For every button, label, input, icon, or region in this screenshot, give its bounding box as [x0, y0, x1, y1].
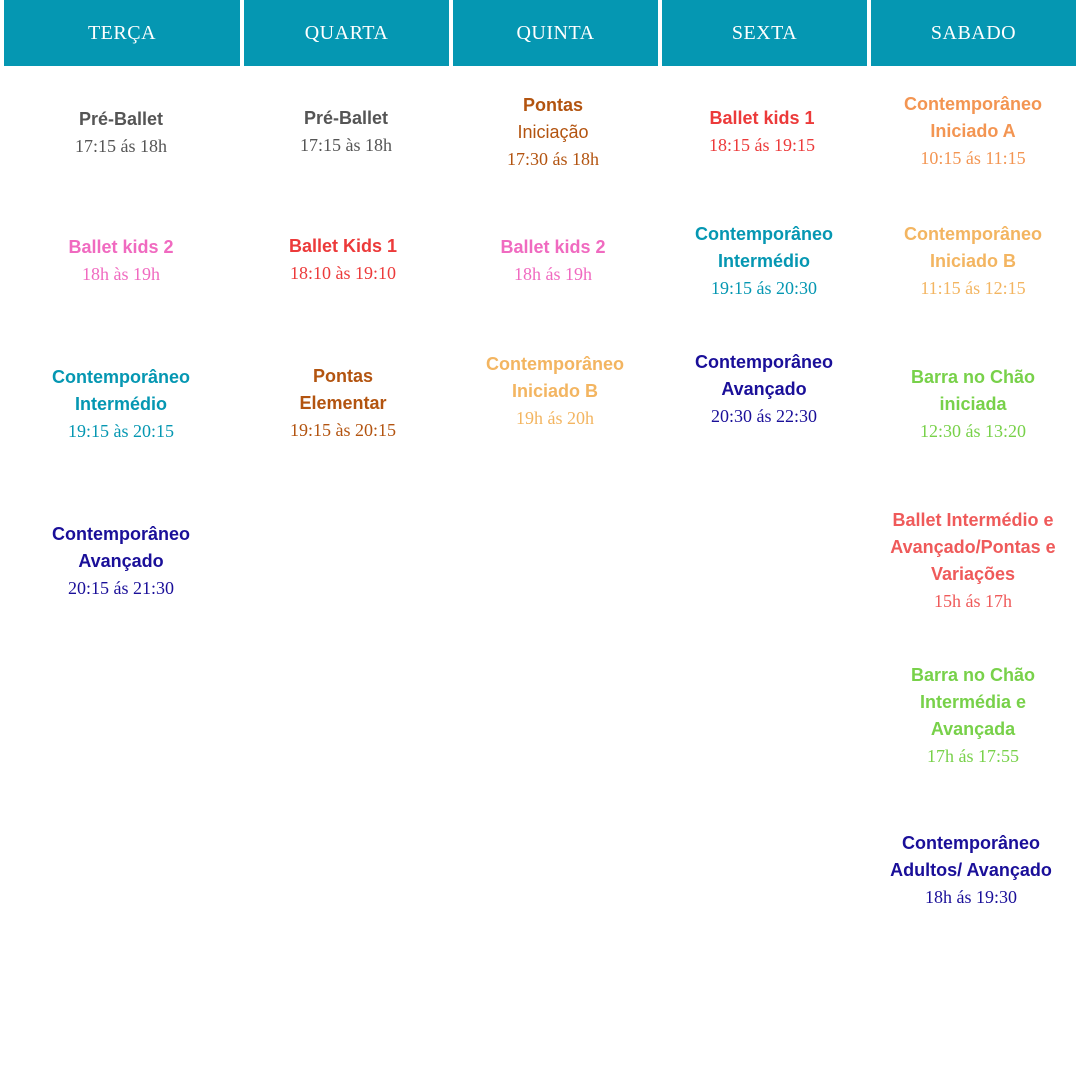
- class-entry: [873, 221, 1073, 302]
- class-name: Pré-Ballet: [78, 109, 164, 129]
- class-time: 18h ás 19:30: [925, 887, 1017, 907]
- day-header-sabado: SABADO: [871, 0, 1076, 66]
- class-time: 11:15 ás 12:15: [920, 278, 1026, 298]
- class-name: Contemporâneo Intermédio: [694, 224, 833, 271]
- class-name: Pontas Elementar: [299, 366, 387, 413]
- class-time: 19:15 às 20:15: [290, 420, 396, 440]
- class-name: Ballet kids 1: [709, 108, 815, 128]
- class-time: 19:15 às 20:15: [68, 421, 174, 441]
- class-entry: [873, 91, 1073, 172]
- class-entry: [873, 507, 1073, 615]
- class-entry: [662, 105, 862, 159]
- class-entry: [21, 234, 221, 288]
- class-name: Ballet Intermédio e Avançado/Pontas e Variações: [890, 510, 1056, 584]
- day-header-quarta: QUARTA: [244, 0, 449, 66]
- class-time: 15h ás 17h: [934, 591, 1012, 611]
- class-name: Contemporâneo Adultos/ Avançado: [890, 833, 1052, 880]
- class-time: 17:30 ás 18h: [507, 149, 599, 169]
- class-name: Ballet kids 2: [68, 237, 174, 257]
- class-name: Pré-Ballet: [303, 108, 389, 128]
- class-entry: [873, 364, 1073, 445]
- day-header-terca: TERÇA: [4, 0, 240, 66]
- class-entry: [243, 363, 443, 444]
- class-entry: [873, 662, 1073, 770]
- day-header-quinta: QUINTA: [453, 0, 658, 66]
- class-time: 19h ás 20h: [516, 408, 594, 428]
- class-entry: [453, 234, 653, 288]
- day-header-sexta: SEXTA: [662, 0, 867, 66]
- class-name: Contemporâneo Iniciado A: [903, 94, 1042, 141]
- class-time: 18h ás 19h: [514, 264, 592, 284]
- class-time: 20:30 ás 22:30: [711, 406, 817, 426]
- class-entry: [453, 92, 653, 173]
- class-name: Contemporâneo Intermédio: [51, 367, 190, 414]
- class-subname: Iniciação: [517, 122, 589, 142]
- class-entry: [21, 521, 221, 602]
- class-time: 12:30 ás 13:20: [920, 421, 1026, 441]
- class-time: 20:15 ás 21:30: [68, 578, 174, 598]
- class-time: 17h ás 17:55: [927, 746, 1019, 766]
- class-name: Contemporâneo Iniciado B: [903, 224, 1042, 271]
- class-name: Contemporâneo Iniciado B: [485, 354, 624, 401]
- class-name: Ballet Kids 1: [288, 236, 398, 256]
- class-name: Contemporâneo Avançado: [51, 524, 190, 571]
- class-entry: [871, 830, 1071, 911]
- class-time: 18:10 às 19:10: [290, 263, 396, 283]
- class-entry: [246, 105, 446, 159]
- class-entry: [664, 221, 864, 302]
- class-time: 19:15 ás 20:30: [711, 278, 817, 298]
- class-time: 18h às 19h: [82, 264, 160, 284]
- class-entry: [664, 349, 864, 430]
- class-name: Barra no Chão Intermédia e Avançada: [910, 665, 1036, 739]
- class-entry: [21, 364, 221, 445]
- class-time: 18:15 ás 19:15: [709, 135, 815, 155]
- class-time: 10:15 ás 11:15: [920, 148, 1026, 168]
- class-entry: [455, 351, 655, 432]
- class-name: Ballet kids 2: [500, 237, 606, 257]
- class-entry: [243, 233, 443, 287]
- class-name: Pontas: [522, 95, 583, 115]
- class-time: 17:15 ás 18h: [75, 136, 167, 156]
- class-time: 17:15 às 18h: [300, 135, 392, 155]
- class-name: Barra no Chão iniciada: [910, 367, 1036, 414]
- class-name: Contemporâneo Avançado: [694, 352, 833, 399]
- class-entry: [21, 106, 221, 160]
